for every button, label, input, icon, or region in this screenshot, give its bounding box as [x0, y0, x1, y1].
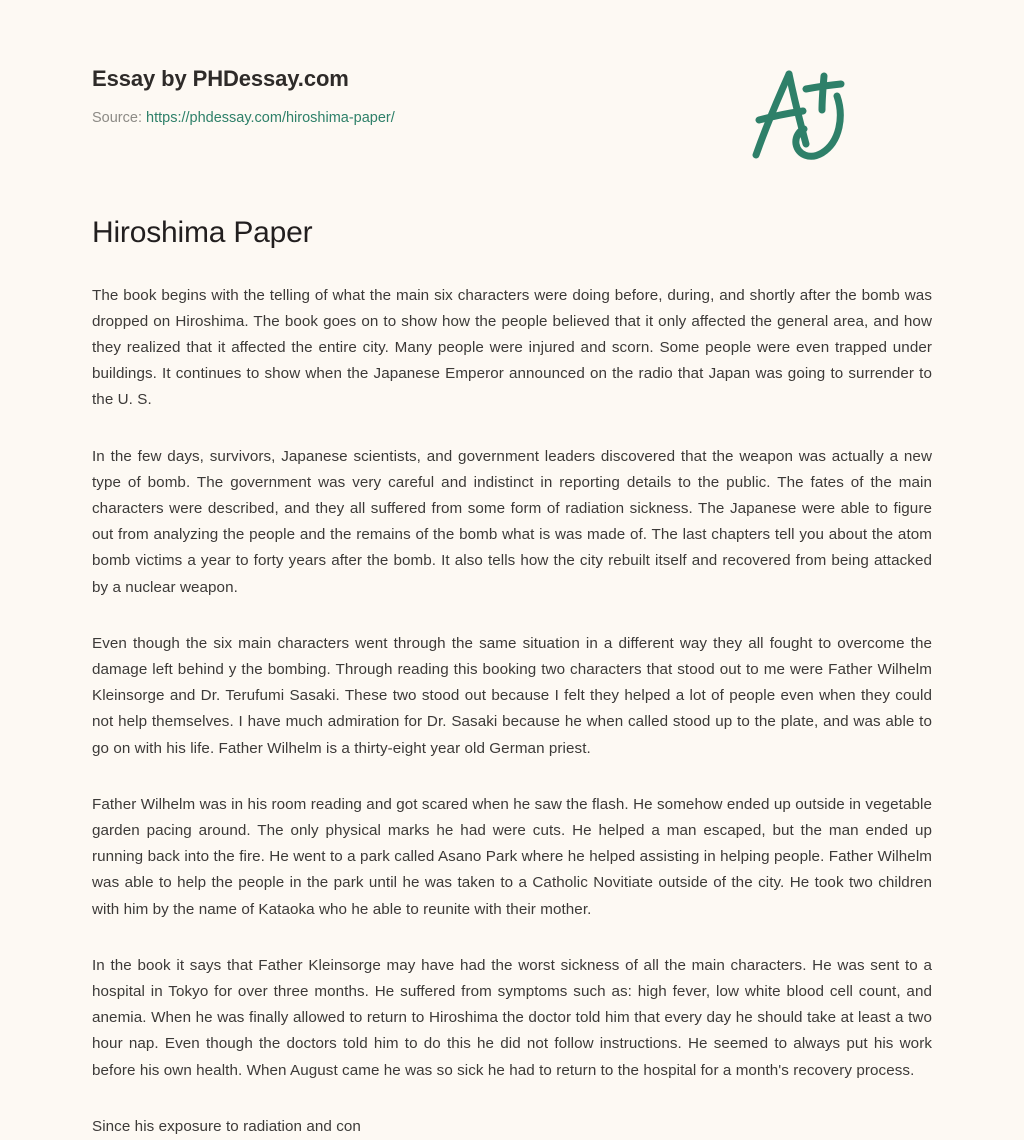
a-plus-logo-svg [734, 58, 854, 168]
source-label: Source: [92, 110, 142, 127]
brand-title: Essay by PHDessay.com [92, 66, 349, 91]
source-link[interactable]: https://phdessay.com/hiroshima-paper/ [146, 110, 395, 127]
paragraph: Father Wilhelm was in his room reading and got scared when he saw the flash. He somehow ended up outside in vegetable garden pacing around. The only physical marks he had were cuts. He helped a man escaped, but the man ended up running back into the fire. He went to a park called Asano Park where he helped assisting in helping people. Father Wilhelm was able to help the people in the park until he was taken to a Catholic Novitiate outside of the city. He took two children with him by the name of Kataoka who he able to reunite with their mother. [92, 795, 932, 918]
page-header [92, 0, 932, 127]
paragraph: The book begins with the telling of what the main six characters were doing before, during, and shortly after the bomb was dropped on Hiroshima. The book goes on to show how the people believed that it only affected the general area, and how they realized that it affected the entire city. Many people were injured and scorn. Some people were even trapped under buildings. It continues to show when the Japanese Emperor announced on the radio that Japan was going to surrender to the U. S. [92, 286, 932, 409]
paragraph: In the few days, survivors, Japanese scientists, and government leaders discovered that the weapon was actually a new type of bomb. The government was very careful and indistinct in reporting details to the public. The fates of the main characters were described, and they all suffered from some form of radiation sickness. The Japanese were able to figure out from analyzing the people and the remains of the bomb what is was made of. The last chapters tell you about the atom bomb victims a year to forty years after the bomb. It also tells how the city rebuilt itself and recovered from being attacked by a nuclear weapon. [92, 447, 932, 596]
essay-body [92, 252, 932, 1140]
paragraph: In the book it says that Father Kleinsorge may have had the worst sickness of all the main characters. He was sent to a hospital in Tokyo for over three months. He suffered from symptoms such as: high fever, low white blood cell count, and anemia. When he was finally allowed to return to Hiroshima the doctor told him that every day he should take at least a two hour nap. Even though the doctors told him to do this he did not follow instructions. He seemed to always put his work before his own health. When August came he was so sick he had to return to the hospital for a month's recovery process. [92, 956, 932, 1079]
page-title: Hiroshima Paper [92, 216, 313, 249]
a-plus-logo-icon [734, 58, 854, 168]
paragraph-truncated: Since his exposure to radiation and con [92, 1117, 361, 1135]
paragraph: Even though the six main characters went through the same situation in a different way they all fought to overcome the damage left behind y the bombing. Through reading this booking two characters that stood out to me were Father Wilhelm Kleinsorge and Dr. Terufumi Sasaki. These two stood out because I felt they helped a lot of people even when they could not help themselves. I have much admiration for Dr. Sasaki because he when called stood up to the plate, and was able to go on with his life. Father Wilhelm is a thirty-eight year old German priest. [92, 634, 932, 757]
